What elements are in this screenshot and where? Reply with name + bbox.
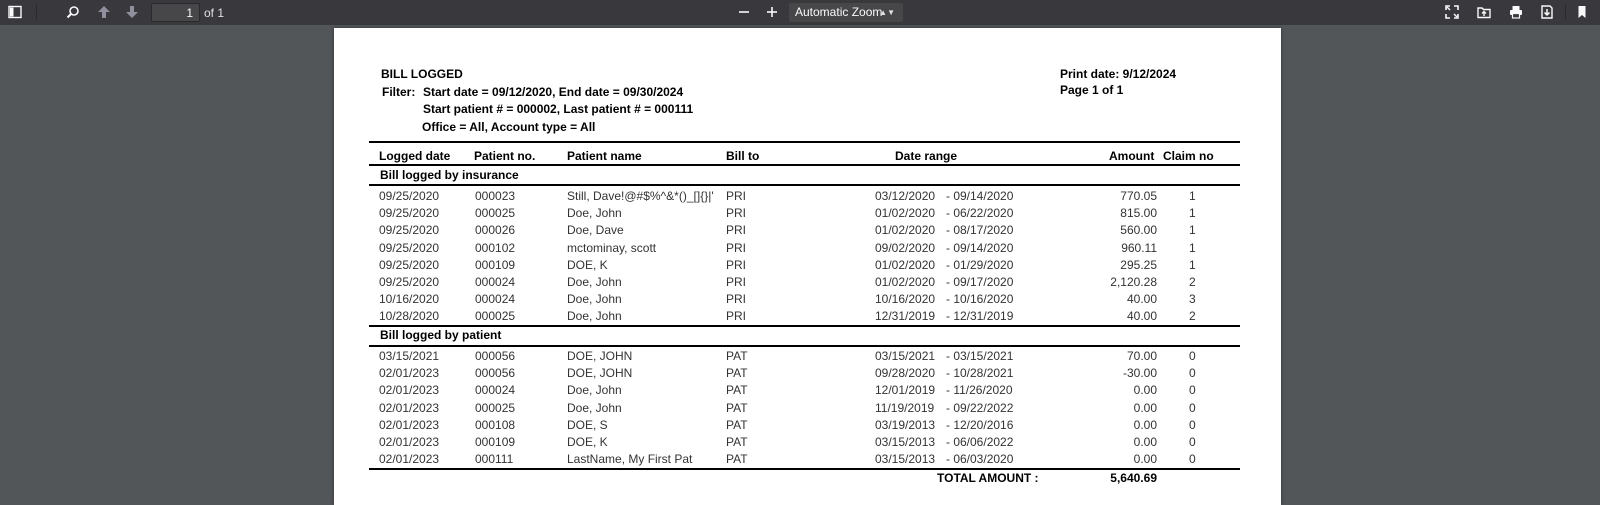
table-row <box>334 349 1281 366</box>
logged-date-cell: 09/25/2020 <box>379 223 440 238</box>
filter-line-2: Start patient # = 000002, Last patient # = 000111 <box>423 102 694 116</box>
table-row <box>334 418 1281 435</box>
amount-cell: 560.00 <box>1120 223 1157 238</box>
claim-no-cell: 1 <box>1189 206 1196 221</box>
col-header-logged-date: Logged date <box>379 149 451 163</box>
date-from-cell: 01/02/2020 <box>875 257 936 272</box>
logged-date-cell: 09/25/2020 <box>379 275 440 289</box>
logged-date-cell: 02/01/2023 <box>379 383 440 398</box>
patient-no-cell: 000026 <box>475 223 516 238</box>
patient-name-cell: mctominay, scott <box>567 240 657 255</box>
patient-name-cell: Doe, John <box>567 292 622 307</box>
col-header-date-range: Date range <box>895 149 958 163</box>
date-from-cell: 09/02/2020 <box>875 240 936 255</box>
report-title: BILL LOGGED <box>381 67 463 81</box>
amount-cell: 2,120.28 <box>1110 275 1157 289</box>
table-row <box>334 309 1281 326</box>
patient-name-cell: DOE, S <box>567 417 608 432</box>
toolbar-divider <box>36 4 37 20</box>
patient-name-cell: Doe, John <box>567 309 622 324</box>
col-header-amount: Amount <box>1109 149 1155 163</box>
total-amount-value: 5,640.69 <box>1110 471 1157 485</box>
total-amount-label: TOTAL AMOUNT : <box>937 471 1039 485</box>
bill-to-cell: PAT <box>726 366 748 381</box>
date-to-cell: - 06/06/2022 <box>946 435 1014 449</box>
patient-no-cell: 000025 <box>475 206 516 221</box>
date-to-cell: - 11/26/2020 <box>946 383 1013 398</box>
zoom-in-icon[interactable] <box>761 2 783 22</box>
date-to-cell: - 06/03/2020 <box>946 452 1014 467</box>
date-from-cell: 01/02/2020 <box>875 275 936 289</box>
logged-date-cell: 02/01/2023 <box>379 417 440 432</box>
print-date: Print date: 9/12/2024 <box>1060 67 1177 81</box>
download-icon[interactable] <box>1536 2 1558 22</box>
amount-cell: 0.00 <box>1133 452 1157 467</box>
bill-to-cell: PRI <box>726 257 747 272</box>
patient-name-cell: Doe, Dave <box>567 223 624 238</box>
date-to-cell: - 09/14/2020 <box>946 240 1014 255</box>
patient-name-cell: Doe, John <box>567 400 622 415</box>
open-file-icon[interactable] <box>1473 2 1495 22</box>
claim-no-cell: 0 <box>1189 435 1196 449</box>
amount-cell: 70.00 <box>1126 349 1157 363</box>
bill-to-cell: PRI <box>726 292 747 307</box>
date-from-cell: 03/19/2013 <box>875 417 936 432</box>
amount-cell: 0.00 <box>1133 435 1157 449</box>
date-to-cell: - 10/28/2021 <box>946 366 1014 381</box>
date-from-cell: 03/12/2020 <box>875 189 936 203</box>
date-from-cell: 12/31/2019 <box>875 309 936 324</box>
table-row <box>334 401 1281 418</box>
filter-line-3: Office = All, Account type = All <box>422 120 596 134</box>
col-header-bill-to: Bill to <box>726 149 760 163</box>
search-icon[interactable] <box>62 2 84 22</box>
claim-no-cell: 2 <box>1189 275 1196 289</box>
logged-date-cell: 10/16/2020 <box>379 292 440 307</box>
page-info: Page 1 of 1 <box>1060 83 1124 97</box>
patient-no-cell: 000024 <box>475 292 516 307</box>
filter-line-1: Start date = 09/12/2020, End date = 09/30/2024 <box>423 85 684 99</box>
patient-name-cell: DOE, JOHN <box>567 366 633 381</box>
table-row <box>334 241 1281 258</box>
section-title-insurance: Bill logged by insurance <box>380 168 519 182</box>
print-icon[interactable] <box>1505 2 1527 22</box>
date-from-cell: 01/02/2020 <box>875 206 936 221</box>
date-from-cell: 03/15/2013 <box>875 452 936 467</box>
patient-name-cell: DOE, K <box>567 435 608 449</box>
amount-cell: 0.00 <box>1133 400 1157 415</box>
logged-date-cell: 09/25/2020 <box>379 257 440 272</box>
zoom-out-icon[interactable] <box>733 2 755 22</box>
claim-no-cell: 1 <box>1189 257 1196 272</box>
bill-to-cell: PAT <box>726 435 748 449</box>
amount-cell: -30.00 <box>1122 366 1157 381</box>
date-from-cell: 11/19/2019 <box>875 400 935 415</box>
bill-to-cell: PAT <box>726 417 748 432</box>
bill-to-cell: PRI <box>726 309 747 324</box>
patient-no-cell: 000023 <box>475 189 516 203</box>
table-row <box>334 292 1281 309</box>
next-page-icon[interactable] <box>121 2 143 22</box>
claim-no-cell: 0 <box>1189 452 1196 467</box>
patient-name-cell: LastName, My First Pat <box>567 452 693 467</box>
logged-date-cell: 02/01/2023 <box>379 452 440 467</box>
patient-no-cell: 000102 <box>475 240 516 255</box>
pdf-page <box>334 28 1281 505</box>
bill-to-cell: PAT <box>726 452 748 467</box>
date-to-cell: - 08/17/2020 <box>946 223 1014 238</box>
patient-no-cell: 000111 <box>475 452 514 467</box>
presentation-mode-icon[interactable] <box>1441 2 1463 22</box>
patient-no-cell: 000024 <box>475 275 516 289</box>
date-to-cell: - 06/22/2020 <box>946 206 1014 221</box>
patient-name-cell: Still, Dave!@#$%^&*()_[]{}|' <box>567 189 714 203</box>
date-to-cell: - 09/22/2022 <box>946 400 1014 415</box>
amount-cell: 960.11 <box>1121 240 1157 255</box>
patient-no-cell: 000056 <box>475 366 516 381</box>
table-row <box>334 189 1281 206</box>
amount-cell: 0.00 <box>1133 417 1157 432</box>
claim-no-cell: 0 <box>1189 349 1196 363</box>
date-to-cell: - 09/14/2020 <box>946 189 1014 203</box>
bookmark-icon[interactable] <box>1571 2 1593 22</box>
claim-no-cell: 1 <box>1189 223 1196 238</box>
patient-no-cell: 000025 <box>475 400 516 415</box>
table-row <box>334 206 1281 223</box>
total-rule <box>369 468 1240 470</box>
table-row <box>334 452 1281 469</box>
amount-cell: 770.05 <box>1120 189 1157 203</box>
logged-date-cell: 10/28/2020 <box>379 309 440 324</box>
logged-date-cell: 03/15/2021 <box>379 349 440 363</box>
section-rule <box>369 184 1240 186</box>
amount-cell: 40.00 <box>1126 309 1157 324</box>
bill-to-cell: PAT <box>726 383 748 398</box>
col-header-claim-no: Claim no <box>1163 149 1214 163</box>
page-count-label: of 1 <box>204 6 225 20</box>
amount-cell: 0.00 <box>1133 383 1157 398</box>
bill-to-cell: PRI <box>726 206 747 221</box>
col-header-patient-name: Patient name <box>567 149 642 163</box>
date-from-cell: 03/15/2021 <box>875 349 936 363</box>
table-row <box>334 275 1281 292</box>
previous-page-icon[interactable] <box>93 2 115 22</box>
patient-name-cell: DOE, JOHN <box>567 349 633 363</box>
date-to-cell: - 12/20/2016 <box>946 417 1014 432</box>
claim-no-cell: 0 <box>1189 366 1196 381</box>
claim-no-cell: 2 <box>1189 309 1196 324</box>
page-number-input[interactable] <box>151 3 200 22</box>
bill-to-cell: PRI <box>726 189 747 203</box>
patient-name-cell: Doe, John <box>567 206 622 221</box>
sidebar-toggle-icon[interactable] <box>4 2 26 22</box>
patient-no-cell: 000025 <box>475 309 516 324</box>
section-rule <box>369 325 1240 327</box>
claim-no-cell: 0 <box>1189 400 1196 415</box>
table-row <box>334 258 1281 275</box>
logged-date-cell: 02/01/2023 <box>379 366 440 381</box>
zoom-select-value: Automatic Zoom <box>795 5 883 19</box>
claim-no-cell: 0 <box>1189 383 1196 398</box>
table-row <box>334 435 1281 452</box>
logged-date-cell: 09/25/2020 <box>379 189 440 203</box>
date-from-cell: 01/02/2020 <box>875 223 936 238</box>
date-from-cell: 09/28/2020 <box>875 366 936 381</box>
logged-date-cell: 09/25/2020 <box>379 206 440 221</box>
amount-cell: 815.00 <box>1120 206 1157 221</box>
table-top-rule <box>369 141 1240 143</box>
patient-no-cell: 000109 <box>475 257 516 272</box>
logged-date-cell: 02/01/2023 <box>379 435 440 449</box>
patient-name-cell: Doe, John <box>567 383 622 398</box>
date-to-cell: - 10/16/2020 <box>946 292 1014 307</box>
amount-cell: 40.00 <box>1126 292 1157 307</box>
patient-no-cell: 000108 <box>475 417 516 432</box>
date-to-cell: - 12/31/2019 <box>946 309 1014 324</box>
toolbar-divider <box>1565 4 1566 20</box>
logged-date-cell: 09/25/2020 <box>379 240 440 255</box>
bill-to-cell: PAT <box>726 349 748 363</box>
filter-label: Filter: <box>382 85 416 99</box>
claim-no-cell: 3 <box>1189 292 1196 307</box>
amount-cell: 295.25 <box>1120 257 1157 272</box>
patient-no-cell: 000056 <box>475 349 516 363</box>
zoom-select[interactable] <box>789 3 903 22</box>
table-row <box>334 223 1281 240</box>
pdf-toolbar <box>0 0 1600 25</box>
col-header-patient-no: Patient no. <box>474 149 536 163</box>
bill-to-cell: PRI <box>726 240 747 255</box>
claim-no-cell: 0 <box>1189 417 1196 432</box>
patient-name-cell: Doe, John <box>567 275 622 289</box>
bill-to-cell: PAT <box>726 400 748 415</box>
section-rule <box>369 345 1240 347</box>
chevron-updown-icon: ▲▼ <box>879 8 895 17</box>
patient-no-cell: 000024 <box>475 383 516 398</box>
bill-to-cell: PRI <box>726 223 747 238</box>
date-to-cell: - 09/17/2020 <box>946 275 1014 289</box>
claim-no-cell: 1 <box>1189 240 1196 255</box>
date-to-cell: - 01/29/2020 <box>946 257 1014 272</box>
table-row <box>334 383 1281 400</box>
date-from-cell: 03/15/2013 <box>875 435 936 449</box>
date-to-cell: - 03/15/2021 <box>946 349 1014 363</box>
logged-date-cell: 02/01/2023 <box>379 400 440 415</box>
section-title-patient: Bill logged by patient <box>380 328 502 342</box>
date-from-cell: 10/16/2020 <box>875 292 936 307</box>
bill-to-cell: PRI <box>726 275 747 289</box>
table-row <box>334 366 1281 383</box>
patient-name-cell: DOE, K <box>567 257 608 272</box>
patient-no-cell: 000109 <box>475 435 516 449</box>
header-bottom-rule <box>369 164 1240 166</box>
date-from-cell: 12/01/2019 <box>875 383 936 398</box>
claim-no-cell: 1 <box>1189 189 1196 203</box>
